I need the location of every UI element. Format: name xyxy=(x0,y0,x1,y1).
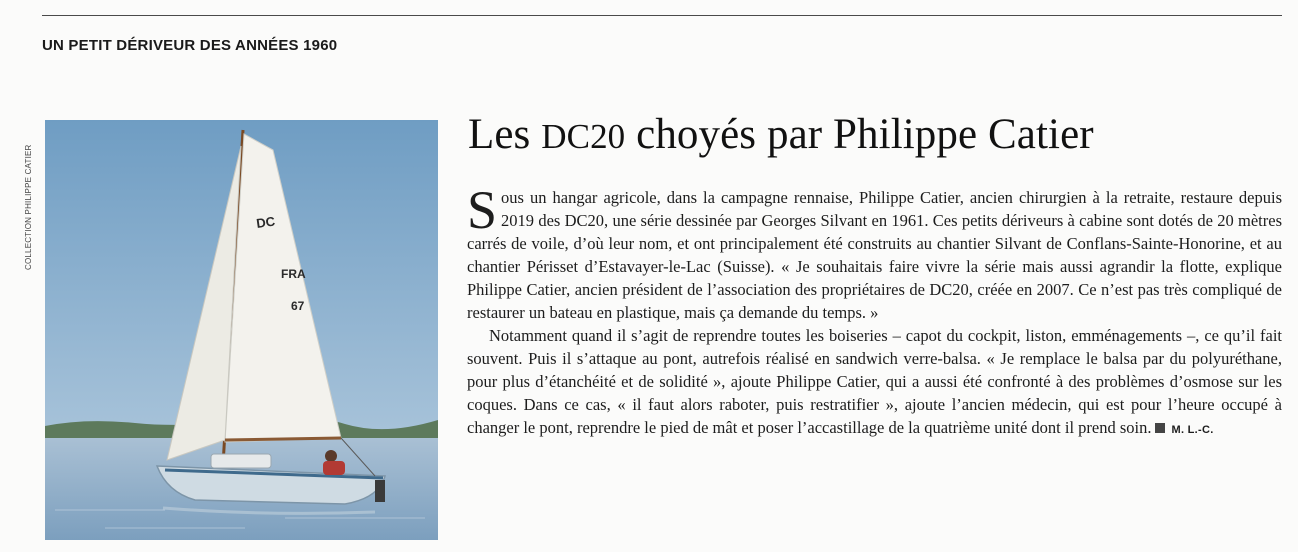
title-part-2: choyés par Philippe Catier xyxy=(625,111,1094,158)
sailboat-illustration xyxy=(45,120,438,540)
sailor-body xyxy=(323,461,345,475)
top-rule xyxy=(42,15,1282,16)
section-heading: UN PETIT DÉRIVEUR DES ANNÉES 1960 xyxy=(42,37,338,54)
title-part-1: Les xyxy=(468,111,542,158)
sailor-head xyxy=(325,450,337,462)
article-paragraph-1 xyxy=(467,180,1282,324)
boom xyxy=(225,438,341,440)
sailboat-photo xyxy=(45,120,438,540)
end-mark-square xyxy=(1155,423,1165,433)
paragraph-2-text: Notamment quand il s’agit de reprendre toutes les boiseries – capot du cockpit, liston, emménagements –, ce qu’il fait souvent. Puis il s’attaque au pont, autrefois réalisé en sandwich verre-balsa. « Je remplace le balsa par du polyuréthane, pour plus d’étanchéité et de solidité », ajoute Philippe Catier, qui a aussi été confronté à des problèmes d’osmose sur les coques. Dans ce cas, « il faut alors raboter, puis restratifier », ajoute l’ancien médecin, qui est pour l’heure occupé à changer le pont, reprendre le pied de mât et poser l’accastillage de la quatrième unité dont il prend soin. xyxy=(467,326,1282,437)
title-model: DC20 xyxy=(541,117,626,156)
article-title xyxy=(468,110,1094,159)
paragraph-1-text: ous un hangar agricole, dans la campagne rennaise, Philippe Catier, ancien chirurgien à la retraite, restaure depuis 2019 des DC20, une série dessinée par Georges Silvant en 1961. Ces petits dériveurs à cabine sont dotés de 20 mètres carrés de voile, d’où leur nom, et ont principalement été construits au chantier Silvant de Conflans-Sainte-Honorine, et au chantier Périsset d’Estavayer-le-Lac (Suisse). « Je souhaitais faire vivre la série mais aussi agrandir la flotte, explique Philippe Catier, ancien président de l’association des propriétaires de DC20, créée en 2007. Ce n’est pas très compliqué de restaurer un bateau en plastique, mais ça demande du temps. » xyxy=(467,188,1282,322)
author-signature: M. L.-C. xyxy=(1171,424,1214,436)
sail-country: FRA xyxy=(281,267,306,281)
drop-cap: S xyxy=(467,180,498,240)
outboard-motor xyxy=(375,480,385,502)
cabin xyxy=(211,454,271,468)
photo-credit: COLLECTION PHILIPPE CATIER xyxy=(24,144,33,270)
article-body xyxy=(467,180,1282,442)
sail-number: 67 xyxy=(291,299,305,313)
sail-mark: DC xyxy=(255,213,277,231)
article-paragraph-2 xyxy=(467,324,1282,442)
